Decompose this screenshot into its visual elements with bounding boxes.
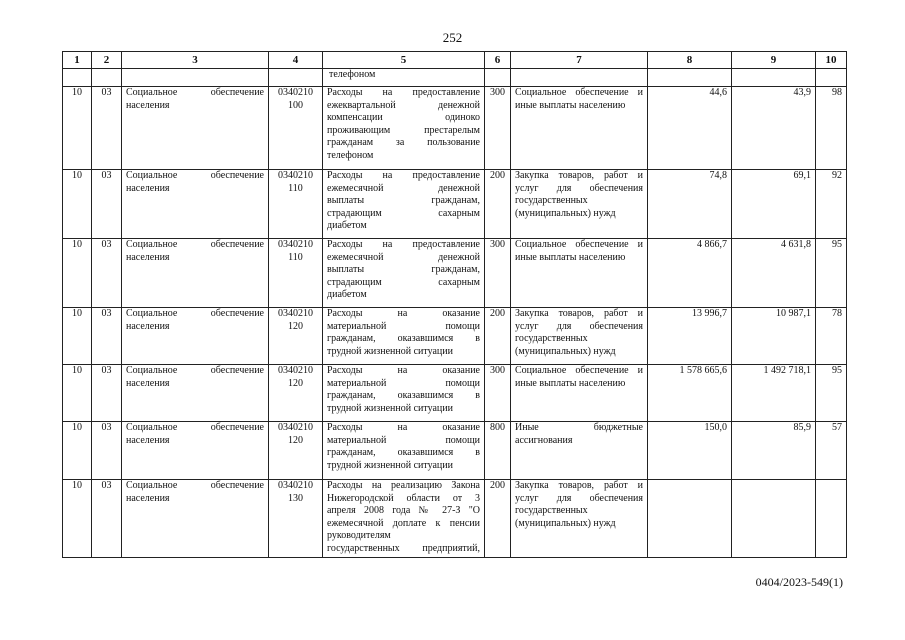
planned-amount-cell: 150,0 xyxy=(648,422,732,480)
expense-type-line: услуг для обеспечения xyxy=(515,320,643,332)
target-article-cell xyxy=(269,308,323,365)
expense-type-name-cell xyxy=(511,308,648,365)
section-name-cell xyxy=(122,308,269,365)
header-cell: 5 xyxy=(323,52,485,69)
expense-type-name-cell xyxy=(511,480,648,558)
description-line: диабетом xyxy=(327,289,367,301)
expense-type-cell: 200 xyxy=(485,308,511,365)
continuation-text: телефоном xyxy=(323,69,485,87)
target-article-code: 0340210 xyxy=(278,239,313,250)
header-cell: 8 xyxy=(648,52,732,69)
description-line: руководителям xyxy=(327,530,391,542)
section-name-line: Социальное обеспечение xyxy=(126,239,264,250)
expense-type-line: Иные бюджетные xyxy=(515,422,643,433)
description-line: Расходы на предоставление xyxy=(327,239,480,250)
planned-amount-cell xyxy=(648,480,732,558)
table-row xyxy=(63,170,847,239)
planned-amount-cell: 1 578 665,6 xyxy=(648,365,732,422)
header-cell: 6 xyxy=(485,52,511,69)
section-name-line: Социальное обеспечение xyxy=(126,480,264,491)
table-row xyxy=(63,239,847,308)
section-name-line: Социальное обеспечение xyxy=(126,87,264,98)
table-cell xyxy=(816,69,847,87)
header-cell: 3 xyxy=(122,52,269,69)
subsection-cell: 03 xyxy=(92,365,122,422)
description-line: гражданам за пользование xyxy=(327,137,480,149)
description-line: ежемесячной денежной xyxy=(327,251,480,263)
table-row xyxy=(63,87,847,170)
target-article-code: 0340210 xyxy=(278,170,313,181)
section-name-line: населения xyxy=(126,492,170,504)
description-line: выплаты гражданам, xyxy=(327,264,480,276)
target-article-cell xyxy=(269,170,323,239)
section-cell: 10 xyxy=(63,87,92,170)
target-article-code: 0340210 xyxy=(278,480,313,491)
expense-type-line: Закупка товаров, работ и xyxy=(515,308,643,319)
section-cell: 10 xyxy=(63,239,92,308)
expense-type-cell: 800 xyxy=(485,422,511,480)
section-cell: 10 xyxy=(63,170,92,239)
percent-cell: 57 xyxy=(816,422,847,480)
description-line: выплаты гражданам, xyxy=(327,195,480,207)
expense-type-name-cell xyxy=(511,170,648,239)
executed-amount-cell: 1 492 718,1 xyxy=(732,365,816,422)
expense-type-line: Социальное обеспечение и xyxy=(515,87,643,98)
target-article-code: 0340210 xyxy=(278,308,313,319)
expense-type-name-cell xyxy=(511,239,648,308)
expense-type-name-cell xyxy=(511,87,648,170)
description-line: ежемесячной доплате к пенсии xyxy=(327,517,480,529)
description-line: ежемесячной денежной xyxy=(327,182,480,194)
table-cell xyxy=(92,69,122,87)
header-row xyxy=(63,52,847,69)
executed-amount-cell: 10 987,1 xyxy=(732,308,816,365)
expense-type-line: Закупка товаров, работ и xyxy=(515,480,643,491)
executed-amount-cell: 85,9 xyxy=(732,422,816,480)
description-line: ежеквартальной денежной xyxy=(327,99,480,111)
description-line: Расходы на оказание xyxy=(327,308,480,319)
description-line: гражданам, оказавшимся в xyxy=(327,447,480,459)
description-line: Расходы на оказание xyxy=(327,365,480,376)
budget-table xyxy=(62,51,847,558)
description-line: апреля 2008 года № 27-З "О xyxy=(327,505,480,517)
expense-type-line: иные выплаты населению xyxy=(515,99,626,111)
table-cell xyxy=(122,69,269,87)
description-line: Расходы на реализацию Закона xyxy=(327,480,480,491)
expense-description-cell xyxy=(323,422,485,480)
expense-type-line: государственных (муниципальных) нужд xyxy=(515,195,616,219)
expense-type-line: Закупка товаров, работ и xyxy=(515,170,643,181)
percent-cell: 78 xyxy=(816,308,847,365)
section-cell: 10 xyxy=(63,480,92,558)
table-cell xyxy=(63,69,92,87)
expense-type-cell: 200 xyxy=(485,170,511,239)
description-line: гражданам, оказавшимся в xyxy=(327,333,480,345)
section-cell: 10 xyxy=(63,422,92,480)
target-article-code: 110 xyxy=(288,182,303,194)
header-cell: 7 xyxy=(511,52,648,69)
header-cell: 9 xyxy=(732,52,816,69)
percent-cell: 92 xyxy=(816,170,847,239)
executed-amount-cell: 43,9 xyxy=(732,87,816,170)
description-line: материальной помощи xyxy=(327,434,480,446)
target-article-code: 100 xyxy=(288,99,303,111)
target-article-cell xyxy=(269,422,323,480)
subsection-cell: 03 xyxy=(92,239,122,308)
target-article-code: 130 xyxy=(288,492,303,504)
expense-type-cell: 200 xyxy=(485,480,511,558)
section-name-cell xyxy=(122,422,269,480)
planned-amount-cell: 74,8 xyxy=(648,170,732,239)
description-line: страдающим сахарным xyxy=(327,207,480,219)
description-line: Расходы на оказание xyxy=(327,422,480,433)
section-name-line: населения xyxy=(126,251,170,263)
document-code: 0404/2023-549(1) xyxy=(755,575,843,589)
description-line: проживающим престарелым xyxy=(327,124,480,136)
expense-type-cell: 300 xyxy=(485,239,511,308)
target-article-cell xyxy=(269,87,323,170)
description-line: материальной помощи xyxy=(327,320,480,332)
table-cell xyxy=(269,69,323,87)
subsection-cell: 03 xyxy=(92,87,122,170)
section-name-cell xyxy=(122,239,269,308)
expense-type-name-cell xyxy=(511,422,648,480)
continuation-row xyxy=(63,69,847,87)
section-name-line: Социальное обеспечение xyxy=(126,308,264,319)
description-line: Нижегородской области от 3 xyxy=(327,492,480,504)
description-line: страдающим сахарным xyxy=(327,276,480,288)
description-line: гражданам, оказавшимся в xyxy=(327,390,480,402)
header-cell: 2 xyxy=(92,52,122,69)
expense-description-cell xyxy=(323,87,485,170)
header-cell: 10 xyxy=(816,52,847,69)
description-line: диабетом xyxy=(327,220,367,232)
target-article-cell xyxy=(269,365,323,422)
expense-description-cell xyxy=(323,308,485,365)
description-line: Расходы на предоставление xyxy=(327,170,480,181)
percent-cell: 95 xyxy=(816,239,847,308)
planned-amount-cell: 44,6 xyxy=(648,87,732,170)
description-line: государственных предприятий, xyxy=(327,542,480,554)
section-name-cell xyxy=(122,365,269,422)
executed-amount-cell xyxy=(732,480,816,558)
table-cell xyxy=(648,69,732,87)
table-cell xyxy=(485,69,511,87)
section-name-line: Социальное обеспечение xyxy=(126,170,264,181)
page-number: 252 xyxy=(442,30,463,45)
description-line: материальной помощи xyxy=(327,377,480,389)
percent-cell: 98 xyxy=(816,87,847,170)
table-row xyxy=(63,480,847,558)
subsection-cell: 03 xyxy=(92,308,122,365)
section-name-line: Социальное обеспечение xyxy=(126,365,264,376)
target-article-code: 120 xyxy=(288,320,303,332)
executed-amount-cell: 4 631,8 xyxy=(732,239,816,308)
description-line: компенсации одиноко xyxy=(327,112,480,124)
expense-type-line: государственных (муниципальных) нужд xyxy=(515,505,616,529)
expense-description-cell xyxy=(323,239,485,308)
section-name-line: населения xyxy=(126,99,170,111)
target-article-code: 110 xyxy=(288,251,303,263)
description-line: трудной жизненной ситуации xyxy=(327,345,453,357)
target-article-cell xyxy=(269,239,323,308)
description-line: трудной жизненной ситуации xyxy=(327,459,453,471)
description-line: телефоном xyxy=(327,149,374,161)
section-name-line: населения xyxy=(126,182,170,194)
subsection-cell: 03 xyxy=(92,422,122,480)
target-article-code: 0340210 xyxy=(278,365,313,376)
expense-type-line: Социальное обеспечение и xyxy=(515,365,643,376)
planned-amount-cell: 4 866,7 xyxy=(648,239,732,308)
target-article-code: 120 xyxy=(288,434,303,446)
expense-type-line: иные выплаты населению xyxy=(515,251,626,263)
expense-type-line: ассигнования xyxy=(515,434,573,446)
target-article-code: 0340210 xyxy=(278,422,313,433)
table-row xyxy=(63,365,847,422)
table-row xyxy=(63,422,847,480)
subsection-cell: 03 xyxy=(92,480,122,558)
expense-type-line: услуг для обеспечения xyxy=(515,492,643,504)
percent-cell xyxy=(816,480,847,558)
section-name-line: населения xyxy=(126,377,170,389)
section-cell: 10 xyxy=(63,365,92,422)
subsection-cell: 03 xyxy=(92,170,122,239)
expense-type-line: услуг для обеспечения xyxy=(515,182,643,194)
percent-cell: 95 xyxy=(816,365,847,422)
table-cell xyxy=(511,69,648,87)
section-name-cell xyxy=(122,87,269,170)
header-cell: 4 xyxy=(269,52,323,69)
expense-description-cell xyxy=(323,365,485,422)
target-article-code: 0340210 xyxy=(278,87,313,98)
expense-description-cell xyxy=(323,480,485,558)
section-name-line: Социальное обеспечение xyxy=(126,422,264,433)
section-name-cell xyxy=(122,170,269,239)
section-cell: 10 xyxy=(63,308,92,365)
table-row xyxy=(63,308,847,365)
expense-description-cell xyxy=(323,170,485,239)
target-article-code: 120 xyxy=(288,377,303,389)
section-name-line: населения xyxy=(126,434,170,446)
section-name-line: населения xyxy=(126,320,170,332)
table-cell xyxy=(732,69,816,87)
target-article-cell xyxy=(269,480,323,558)
expense-type-cell: 300 xyxy=(485,365,511,422)
expense-type-name-cell xyxy=(511,365,648,422)
expense-type-line: иные выплаты населению xyxy=(515,377,626,389)
executed-amount-cell: 69,1 xyxy=(732,170,816,239)
expense-type-cell: 300 xyxy=(485,87,511,170)
expense-type-line: Социальное обеспечение и xyxy=(515,239,643,250)
header-cell: 1 xyxy=(63,52,92,69)
description-line: Расходы на предоставление xyxy=(327,87,480,98)
planned-amount-cell: 13 996,7 xyxy=(648,308,732,365)
description-line: трудной жизненной ситуации xyxy=(327,402,453,414)
section-name-cell xyxy=(122,480,269,558)
expense-type-line: государственных (муниципальных) нужд xyxy=(515,333,616,357)
